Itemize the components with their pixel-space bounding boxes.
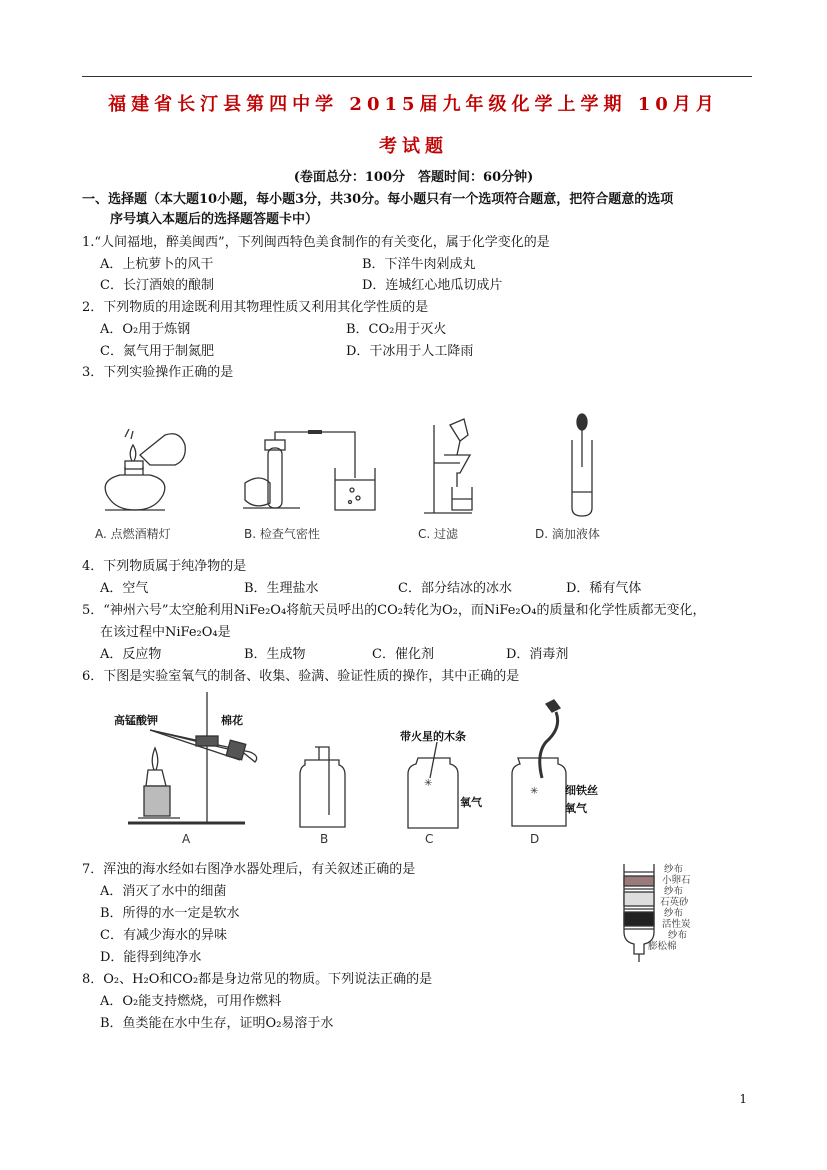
page-title: 福建省长汀县第四中学 2015届九年级化学上学期 10月月 [108,94,719,115]
q6-label-d: D [530,832,540,846]
q2-option-d: D．干冰用于人工降雨 [346,344,474,359]
q5-stem: 5．“神州六号”太空舱利用NiFe₂O₄将航天员呼出的CO₂转化为O₂，而NiFe₂O₄的质量和化学性质都无变化， [82,603,706,618]
q6-figure-b-bottle [295,745,355,830]
q5-option-b: B．生成物 [244,647,306,662]
section-heading-cont: 序号填入本题后的选择题答题卡中） [110,212,319,227]
q6-figure-a-heating [110,690,270,830]
filter-label-pebbles: 小卵石 [662,875,691,886]
exam-info: (卷面总分：100分 答题时间：60分钟) [293,170,534,185]
q6-label-oxygen-d: 氧气 [565,802,587,815]
page-title-cont: 考试题 [379,136,448,157]
q6-label-a: A [182,832,191,846]
q6-label-cotton: 棉花 [221,714,243,727]
q1-option-b: B．下洋牛肉剁成丸 [362,257,476,272]
q3-label-d: D. 滴加液体 [535,527,600,541]
filter-label-gauze-4: 纱布 [668,930,688,941]
filter-label-quartz-sand: 石英砂 [660,897,689,908]
q2-option-a: A．O₂用于炼钢 [100,322,191,337]
q6-stem: 6．下图是实验室氧气的制备、收集、验满、验证性质的操作，其中正确的是 [82,669,520,684]
q4-stem: 4．下列物质属于纯净物的是 [82,559,247,574]
q3-figure-filtration [420,415,490,520]
q2-option-c: C．氮气用于制氮肥 [100,344,214,359]
q4-option-c: C．部分结冰的冰水 [398,581,512,596]
q3-label-a: A. 点燃酒精灯 [95,527,171,541]
q7-stem: 7．浑浊的海水经如右图净水器处理后，有关叙述正确的是 [82,862,416,877]
svg-text:✳: ✳ [530,786,539,797]
q3-figure-dropper [560,412,605,520]
q3-figure-airtightness [240,428,385,518]
q5-option-a: A．反应物 [100,647,162,662]
header-rule [82,76,752,77]
q5-stem-cont: 在该过程中NiFe₂O₄是 [100,625,231,640]
q8-stem: 8．O₂、H₂O和CO₂都是身边常见的物质。下列说法正确的是 [82,972,433,987]
filter-label-gauze-1: 纱布 [664,864,684,875]
section-heading: 一、选择题（本大题10小题，每小题3分，共30分。每小题只有一个选项符合题意，把符合题意的选项 [82,192,674,207]
filter-label-activated-carbon: 活性炭 [662,919,691,930]
q6-label-oxygen-c: 氧气 [460,796,482,809]
q4-option-a: A．空气 [100,581,149,596]
filter-label-cotton: 膨松棉 [648,941,677,952]
q6-label-b: B [320,832,329,846]
q1-option-a: A．上杭萝卜的风干 [100,257,214,272]
q3-stem: 3．下列实验操作正确的是 [82,365,234,380]
q7-option-a: A．消灭了水中的细菌 [100,884,227,899]
q4-option-b: B．生理盐水 [244,581,319,596]
q6-label-c: C [425,832,434,846]
q5-option-d: D．消毒剂 [506,647,569,662]
q2-stem: 2．下列物质的用途既利用其物理性质又利用其化学性质的是 [82,300,429,315]
q3-figure-alcohol-lamp [95,425,195,520]
q5-option-c: C．催化剂 [372,647,434,662]
filter-label-gauze-3: 纱布 [664,908,684,919]
q6-label-splint: 带火星的木条 [400,730,466,743]
q1-stem: 1.“人间福地，醉美闽西”，下列闽西特色美食制作的有关变化，属于化学变化的是 [82,235,550,250]
q6-label-kmno4: 高锰酸钾 [114,714,158,727]
q4-option-d: D．稀有气体 [566,581,642,596]
q7-option-b: B．所得的水一定是软水 [100,906,240,921]
q6-figure-c-splint [400,740,480,830]
q2-option-b: B．CO₂用于灭火 [346,322,447,337]
svg-text:✳: ✳ [424,778,433,789]
q6-label-iron: 细铁丝 [565,784,598,797]
q8-option-b: B．鱼类能在水中生存，证明O₂易溶于水 [100,1016,334,1031]
q7-option-c: C．有减少海水的异味 [100,928,227,943]
q3-label-b: B. 检查气密性 [244,527,320,541]
q1-option-c: C．长汀酒娘的酿制 [100,278,214,293]
q1-option-d: D．连城红心地瓜切成片 [362,278,503,293]
filter-label-gauze-2: 纱布 [664,886,684,897]
page-number: 1 [739,1092,747,1106]
q3-label-c: C. 过滤 [418,527,459,541]
q7-option-d: D．能得到纯净水 [100,950,202,965]
q8-option-a: A．O₂能支持燃烧，可用作燃料 [100,994,282,1009]
